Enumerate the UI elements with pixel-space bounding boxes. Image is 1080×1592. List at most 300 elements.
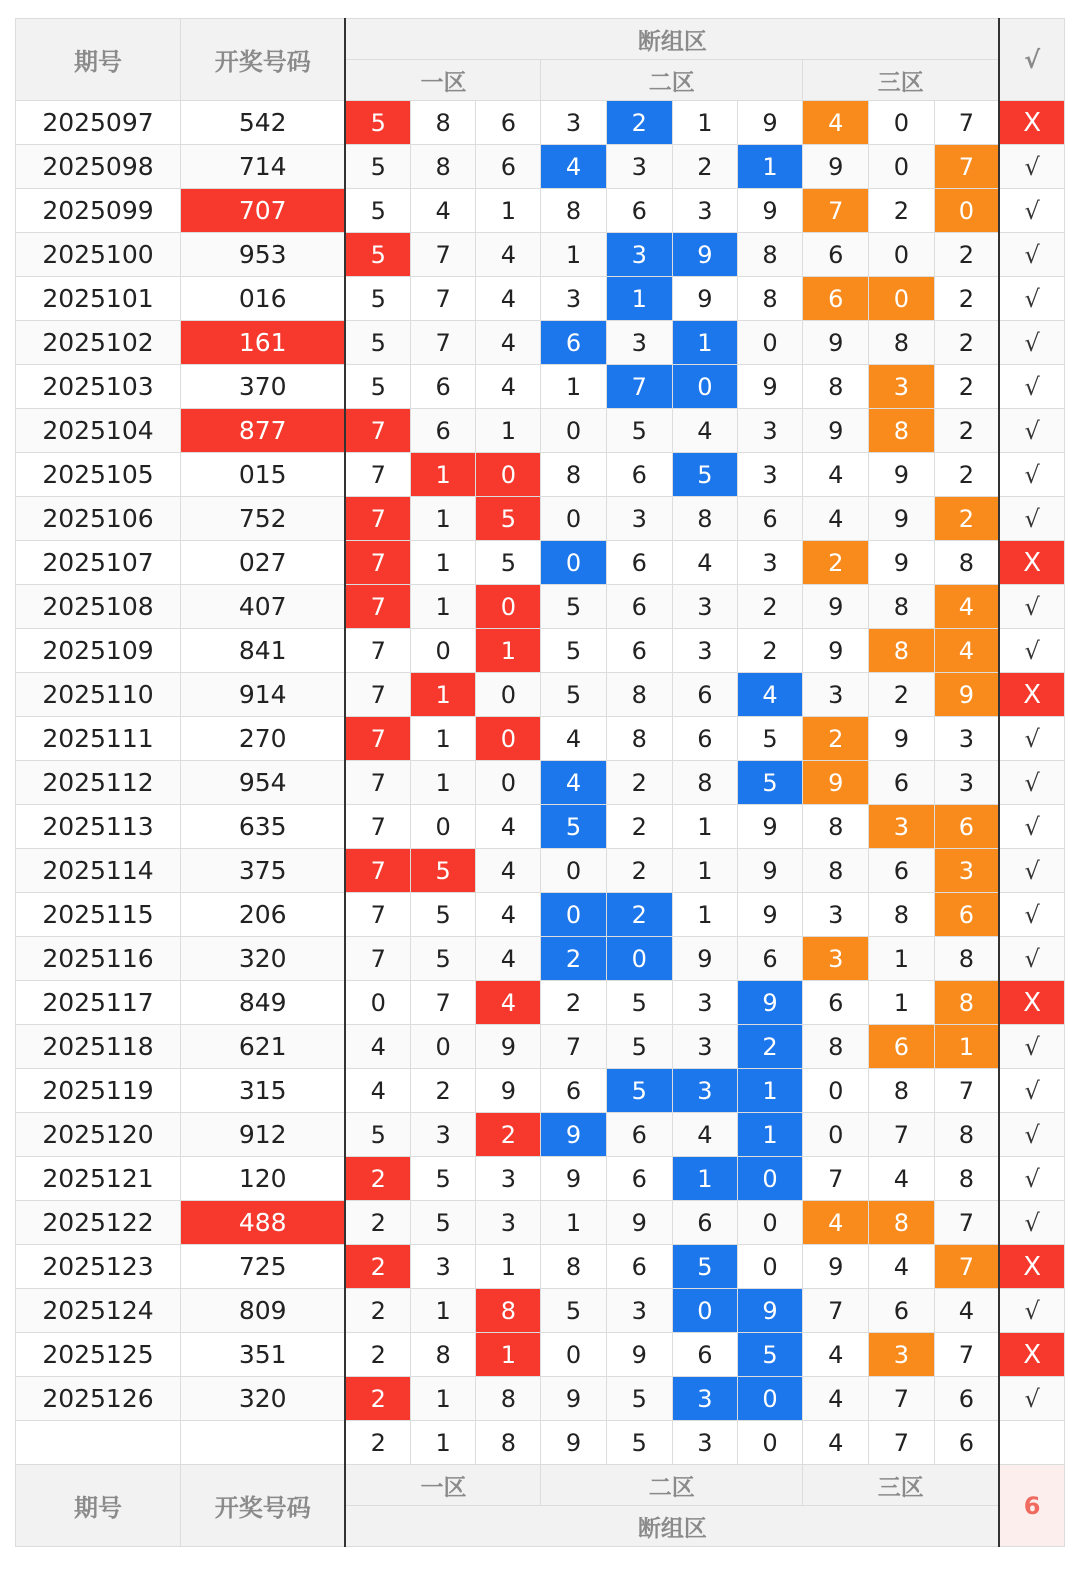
period-cell: 2025118 bbox=[16, 1025, 181, 1069]
digit-cell-zone3: 8 bbox=[869, 321, 934, 365]
digit-cell-zone2: 1 bbox=[737, 145, 802, 189]
digit-cell-zone3: 7 bbox=[869, 1113, 934, 1157]
digit-cell-zone3: 8 bbox=[869, 409, 934, 453]
period-cell: 2025110 bbox=[16, 673, 181, 717]
digit-cell-zone2: 0 bbox=[737, 321, 802, 365]
digit-cell-zone1: 1 bbox=[411, 1377, 476, 1421]
digit-cell-zone2: 5 bbox=[541, 1289, 606, 1333]
table-row bbox=[16, 1377, 1065, 1421]
digit-cell-zone2: 5 bbox=[606, 409, 672, 453]
digit-cell-zone3: 4 bbox=[934, 1289, 999, 1333]
digit-cell-zone2: 6 bbox=[541, 321, 606, 365]
digit-cell-zone2: 0 bbox=[672, 365, 737, 409]
digit-cell-zone2: 0 bbox=[672, 1289, 737, 1333]
result-cell: √ bbox=[999, 1069, 1064, 1113]
result-cell: √ bbox=[999, 277, 1064, 321]
next-period-cell bbox=[16, 1421, 181, 1465]
digit-cell-zone1: 1 bbox=[476, 1245, 541, 1289]
digit-cell-zone2: 5 bbox=[541, 629, 606, 673]
period-cell: 2025100 bbox=[16, 233, 181, 277]
next-digit-cell: 0 bbox=[737, 1421, 802, 1465]
lottery-table bbox=[15, 18, 1065, 1547]
table-row bbox=[16, 1289, 1065, 1333]
digit-cell-zone2: 6 bbox=[737, 497, 802, 541]
digit-cell-zone2: 3 bbox=[606, 321, 672, 365]
header-number: 开奖号码 bbox=[180, 19, 345, 101]
table-row bbox=[16, 761, 1065, 805]
digit-cell-zone2: 1 bbox=[672, 893, 737, 937]
digit-cell-zone2: 2 bbox=[606, 849, 672, 893]
digit-cell-zone1: 6 bbox=[476, 145, 541, 189]
result-cell: X bbox=[999, 673, 1064, 717]
digit-cell-zone2: 0 bbox=[737, 1201, 802, 1245]
result-cell: √ bbox=[999, 629, 1064, 673]
digit-cell-zone2: 5 bbox=[672, 453, 737, 497]
result-cell: √ bbox=[999, 409, 1064, 453]
draw-number-cell: 809 bbox=[180, 1289, 345, 1333]
table-row bbox=[16, 101, 1065, 145]
digit-cell-zone3: 6 bbox=[869, 1025, 934, 1069]
digit-cell-zone2: 9 bbox=[672, 937, 737, 981]
header-check: √ bbox=[999, 19, 1064, 101]
digit-cell-zone1: 7 bbox=[345, 717, 410, 761]
digit-cell-zone2: 2 bbox=[606, 761, 672, 805]
period-cell: 2025104 bbox=[16, 409, 181, 453]
digit-cell-zone2: 8 bbox=[672, 497, 737, 541]
digit-cell-zone2: 2 bbox=[737, 1025, 802, 1069]
result-cell: √ bbox=[999, 233, 1064, 277]
table-row bbox=[16, 1025, 1065, 1069]
digit-cell-zone2: 6 bbox=[672, 1201, 737, 1245]
digit-cell-zone2: 6 bbox=[672, 1333, 737, 1377]
draw-number-cell: 714 bbox=[180, 145, 345, 189]
period-cell: 2025123 bbox=[16, 1245, 181, 1289]
result-cell: √ bbox=[999, 1113, 1064, 1157]
digit-cell-zone3: 2 bbox=[934, 409, 999, 453]
digit-cell-zone2: 8 bbox=[672, 761, 737, 805]
table-body bbox=[16, 101, 1065, 1465]
digit-cell-zone3: 2 bbox=[934, 321, 999, 365]
digit-cell-zone1: 6 bbox=[411, 409, 476, 453]
digit-cell-zone2: 5 bbox=[541, 585, 606, 629]
digit-cell-zone2: 9 bbox=[737, 849, 802, 893]
digit-cell-zone1: 4 bbox=[476, 937, 541, 981]
digit-cell-zone3: 7 bbox=[934, 1069, 999, 1113]
digit-cell-zone3: 7 bbox=[803, 1157, 869, 1201]
digit-cell-zone2: 1 bbox=[541, 1201, 606, 1245]
period-cell: 2025097 bbox=[16, 101, 181, 145]
digit-cell-zone1: 8 bbox=[411, 145, 476, 189]
digit-cell-zone1: 5 bbox=[411, 1201, 476, 1245]
digit-cell-zone1: 9 bbox=[476, 1025, 541, 1069]
digit-cell-zone2: 3 bbox=[672, 1025, 737, 1069]
period-cell: 2025114 bbox=[16, 849, 181, 893]
digit-cell-zone3: 6 bbox=[803, 233, 869, 277]
digit-cell-zone3: 8 bbox=[803, 849, 869, 893]
draw-number-cell: 914 bbox=[180, 673, 345, 717]
digit-cell-zone2: 1 bbox=[672, 101, 737, 145]
result-cell: √ bbox=[999, 761, 1064, 805]
digit-cell-zone1: 8 bbox=[411, 1333, 476, 1377]
digit-cell-zone1: 0 bbox=[476, 585, 541, 629]
result-cell: √ bbox=[999, 453, 1064, 497]
draw-number-cell: 954 bbox=[180, 761, 345, 805]
table-row bbox=[16, 1069, 1065, 1113]
digit-cell-zone3: 7 bbox=[934, 145, 999, 189]
digit-cell-zone2: 5 bbox=[672, 1245, 737, 1289]
digit-cell-zone2: 6 bbox=[606, 1157, 672, 1201]
digit-cell-zone3: 8 bbox=[803, 365, 869, 409]
digit-cell-zone2: 6 bbox=[606, 585, 672, 629]
digit-cell-zone1: 4 bbox=[476, 849, 541, 893]
digit-cell-zone1: 7 bbox=[345, 541, 410, 585]
digit-cell-zone2: 9 bbox=[737, 365, 802, 409]
digit-cell-zone2: 2 bbox=[606, 101, 672, 145]
digit-cell-zone1: 6 bbox=[476, 101, 541, 145]
digit-cell-zone1: 9 bbox=[476, 1069, 541, 1113]
digit-cell-zone3: 4 bbox=[803, 1377, 869, 1421]
result-cell: √ bbox=[999, 1377, 1064, 1421]
period-cell: 2025119 bbox=[16, 1069, 181, 1113]
result-cell: √ bbox=[999, 1201, 1064, 1245]
digit-cell-zone1: 4 bbox=[476, 805, 541, 849]
digit-cell-zone2: 3 bbox=[672, 189, 737, 233]
digit-cell-zone1: 5 bbox=[345, 365, 410, 409]
digit-cell-zone1: 5 bbox=[411, 893, 476, 937]
digit-cell-zone2: 9 bbox=[541, 1157, 606, 1201]
draw-number-cell: 488 bbox=[180, 1201, 345, 1245]
digit-cell-zone2: 2 bbox=[606, 805, 672, 849]
digit-cell-zone1: 5 bbox=[345, 233, 410, 277]
digit-cell-zone3: 0 bbox=[869, 233, 934, 277]
digit-cell-zone2: 6 bbox=[541, 1069, 606, 1113]
digit-cell-zone3: 8 bbox=[803, 805, 869, 849]
table-row bbox=[16, 365, 1065, 409]
draw-number-cell: 841 bbox=[180, 629, 345, 673]
digit-cell-zone3: 6 bbox=[869, 1289, 934, 1333]
period-cell: 2025106 bbox=[16, 497, 181, 541]
result-cell: √ bbox=[999, 1157, 1064, 1201]
table-row bbox=[16, 629, 1065, 673]
digit-cell-zone1: 5 bbox=[345, 101, 410, 145]
digit-cell-zone2: 1 bbox=[672, 1157, 737, 1201]
digit-cell-zone3: 3 bbox=[803, 673, 869, 717]
digit-cell-zone1: 4 bbox=[476, 893, 541, 937]
digit-cell-zone1: 1 bbox=[411, 453, 476, 497]
digit-cell-zone3: 8 bbox=[934, 981, 999, 1025]
digit-cell-zone2: 0 bbox=[541, 893, 606, 937]
digit-cell-zone2: 8 bbox=[737, 277, 802, 321]
period-cell: 2025125 bbox=[16, 1333, 181, 1377]
digit-cell-zone2: 0 bbox=[737, 1245, 802, 1289]
digit-cell-zone3: 4 bbox=[803, 1333, 869, 1377]
digit-cell-zone1: 5 bbox=[345, 189, 410, 233]
period-cell: 2025124 bbox=[16, 1289, 181, 1333]
digit-cell-zone1: 7 bbox=[411, 981, 476, 1025]
digit-cell-zone2: 3 bbox=[737, 541, 802, 585]
digit-cell-zone3: 7 bbox=[869, 1377, 934, 1421]
digit-cell-zone1: 8 bbox=[411, 101, 476, 145]
digit-cell-zone1: 0 bbox=[411, 805, 476, 849]
result-cell: √ bbox=[999, 585, 1064, 629]
table-row bbox=[16, 1201, 1065, 1245]
period-cell: 2025105 bbox=[16, 453, 181, 497]
period-cell: 2025107 bbox=[16, 541, 181, 585]
result-cell: X bbox=[999, 1333, 1064, 1377]
draw-number-cell: 120 bbox=[180, 1157, 345, 1201]
digit-cell-zone1: 1 bbox=[476, 629, 541, 673]
digit-cell-zone2: 7 bbox=[541, 1025, 606, 1069]
period-cell: 2025121 bbox=[16, 1157, 181, 1201]
table-row bbox=[16, 1113, 1065, 1157]
digit-cell-zone2: 9 bbox=[541, 1377, 606, 1421]
digit-cell-zone1: 7 bbox=[345, 453, 410, 497]
digit-cell-zone2: 0 bbox=[541, 409, 606, 453]
digit-cell-zone2: 5 bbox=[606, 981, 672, 1025]
digit-cell-zone1: 2 bbox=[345, 1245, 410, 1289]
digit-cell-zone1: 7 bbox=[345, 585, 410, 629]
digit-cell-zone2: 1 bbox=[541, 233, 606, 277]
digit-cell-zone1: 7 bbox=[345, 893, 410, 937]
table-row bbox=[16, 1333, 1065, 1377]
result-cell: √ bbox=[999, 497, 1064, 541]
digit-cell-zone2: 2 bbox=[606, 893, 672, 937]
digit-cell-zone3: 9 bbox=[803, 145, 869, 189]
digit-cell-zone3: 9 bbox=[803, 321, 869, 365]
digit-cell-zone3: 8 bbox=[869, 1201, 934, 1245]
period-cell: 2025113 bbox=[16, 805, 181, 849]
draw-number-cell: 877 bbox=[180, 409, 345, 453]
digit-cell-zone2: 0 bbox=[541, 497, 606, 541]
table-row bbox=[16, 1245, 1065, 1289]
draw-number-cell: 206 bbox=[180, 893, 345, 937]
digit-cell-zone3: 4 bbox=[934, 585, 999, 629]
digit-cell-zone2: 4 bbox=[541, 717, 606, 761]
result-cell: √ bbox=[999, 189, 1064, 233]
digit-cell-zone3: 4 bbox=[803, 453, 869, 497]
digit-cell-zone2: 0 bbox=[606, 937, 672, 981]
digit-cell-zone1: 4 bbox=[476, 981, 541, 1025]
table-row bbox=[16, 277, 1065, 321]
digit-cell-zone1: 4 bbox=[476, 321, 541, 365]
footer-zone1: 一区 bbox=[345, 1465, 541, 1506]
result-cell: X bbox=[999, 101, 1064, 145]
digit-cell-zone2: 3 bbox=[606, 1289, 672, 1333]
digit-cell-zone3: 9 bbox=[869, 453, 934, 497]
table-row bbox=[16, 585, 1065, 629]
digit-cell-zone3: 4 bbox=[869, 1245, 934, 1289]
digit-cell-zone2: 3 bbox=[541, 101, 606, 145]
digit-cell-zone1: 1 bbox=[476, 1333, 541, 1377]
digit-cell-zone3: 2 bbox=[803, 717, 869, 761]
digit-cell-zone3: 8 bbox=[934, 541, 999, 585]
footer-zone3: 三区 bbox=[803, 1465, 1000, 1506]
draw-number-cell: 315 bbox=[180, 1069, 345, 1113]
draw-number-cell: 320 bbox=[180, 1377, 345, 1421]
table-row bbox=[16, 321, 1065, 365]
digit-cell-zone2: 2 bbox=[672, 145, 737, 189]
result-cell: √ bbox=[999, 1289, 1064, 1333]
digit-cell-zone3: 4 bbox=[934, 629, 999, 673]
digit-cell-zone3: 8 bbox=[934, 1113, 999, 1157]
footer-zone2: 二区 bbox=[541, 1465, 803, 1506]
table-row bbox=[16, 189, 1065, 233]
period-cell: 2025120 bbox=[16, 1113, 181, 1157]
digit-cell-zone1: 1 bbox=[411, 541, 476, 585]
digit-cell-zone1: 7 bbox=[345, 409, 410, 453]
digit-cell-zone1: 1 bbox=[476, 409, 541, 453]
result-cell: √ bbox=[999, 365, 1064, 409]
digit-cell-zone2: 3 bbox=[672, 629, 737, 673]
next-digit-cell: 3 bbox=[672, 1421, 737, 1465]
digit-cell-zone2: 6 bbox=[606, 541, 672, 585]
digit-cell-zone2: 9 bbox=[672, 277, 737, 321]
digit-cell-zone2: 1 bbox=[672, 321, 737, 365]
digit-cell-zone2: 5 bbox=[737, 1333, 802, 1377]
digit-cell-zone3: 3 bbox=[803, 893, 869, 937]
digit-cell-zone1: 2 bbox=[345, 1289, 410, 1333]
digit-cell-zone1: 1 bbox=[411, 585, 476, 629]
draw-number-cell: 635 bbox=[180, 805, 345, 849]
digit-cell-zone1: 4 bbox=[345, 1069, 410, 1113]
digit-cell-zone1: 2 bbox=[345, 1157, 410, 1201]
digit-cell-zone1: 5 bbox=[345, 321, 410, 365]
period-cell: 2025112 bbox=[16, 761, 181, 805]
digit-cell-zone2: 2 bbox=[737, 629, 802, 673]
digit-cell-zone1: 8 bbox=[476, 1377, 541, 1421]
next-number-cell bbox=[180, 1421, 345, 1465]
digit-cell-zone1: 1 bbox=[411, 497, 476, 541]
digit-cell-zone3: 7 bbox=[934, 1201, 999, 1245]
digit-cell-zone3: 2 bbox=[934, 365, 999, 409]
result-cell: √ bbox=[999, 805, 1064, 849]
digit-cell-zone2: 3 bbox=[672, 1377, 737, 1421]
digit-cell-zone1: 8 bbox=[476, 1289, 541, 1333]
digit-cell-zone2: 6 bbox=[606, 629, 672, 673]
digit-cell-zone2: 6 bbox=[737, 937, 802, 981]
digit-cell-zone1: 5 bbox=[476, 541, 541, 585]
draw-number-cell: 027 bbox=[180, 541, 345, 585]
digit-cell-zone1: 7 bbox=[411, 277, 476, 321]
table-row bbox=[16, 937, 1065, 981]
digit-cell-zone3: 8 bbox=[934, 937, 999, 981]
period-cell: 2025122 bbox=[16, 1201, 181, 1245]
digit-cell-zone1: 1 bbox=[411, 761, 476, 805]
digit-cell-zone2: 0 bbox=[737, 1377, 802, 1421]
digit-cell-zone1: 3 bbox=[411, 1245, 476, 1289]
digit-cell-zone3: 0 bbox=[934, 189, 999, 233]
digit-cell-zone2: 1 bbox=[672, 805, 737, 849]
digit-cell-zone2: 4 bbox=[737, 673, 802, 717]
digit-cell-zone2: 6 bbox=[606, 453, 672, 497]
footer-group-title: 断组区 bbox=[345, 1506, 999, 1547]
next-digit-cell: 8 bbox=[476, 1421, 541, 1465]
table-row bbox=[16, 409, 1065, 453]
draw-number-cell: 320 bbox=[180, 937, 345, 981]
digit-cell-zone2: 5 bbox=[606, 1377, 672, 1421]
digit-cell-zone3: 1 bbox=[869, 981, 934, 1025]
digit-cell-zone2: 8 bbox=[606, 717, 672, 761]
digit-cell-zone3: 9 bbox=[803, 409, 869, 453]
digit-cell-zone2: 0 bbox=[737, 1157, 802, 1201]
digit-cell-zone3: 0 bbox=[869, 145, 934, 189]
digit-cell-zone2: 0 bbox=[541, 849, 606, 893]
digit-cell-zone3: 3 bbox=[803, 937, 869, 981]
digit-cell-zone3: 8 bbox=[869, 585, 934, 629]
digit-cell-zone1: 5 bbox=[411, 849, 476, 893]
next-digit-cell: 9 bbox=[541, 1421, 606, 1465]
draw-number-cell: 542 bbox=[180, 101, 345, 145]
digit-cell-zone3: 9 bbox=[869, 717, 934, 761]
result-cell: √ bbox=[999, 1025, 1064, 1069]
digit-cell-zone2: 3 bbox=[737, 453, 802, 497]
digit-cell-zone1: 3 bbox=[476, 1157, 541, 1201]
digit-cell-zone1: 1 bbox=[411, 717, 476, 761]
digit-cell-zone2: 6 bbox=[606, 1113, 672, 1157]
digit-cell-zone2: 8 bbox=[541, 453, 606, 497]
digit-cell-zone2: 9 bbox=[606, 1201, 672, 1245]
digit-cell-zone1: 4 bbox=[476, 277, 541, 321]
digit-cell-zone3: 0 bbox=[869, 277, 934, 321]
table-row bbox=[16, 1157, 1065, 1201]
digit-cell-zone1: 5 bbox=[476, 497, 541, 541]
digit-cell-zone3: 3 bbox=[869, 365, 934, 409]
digit-cell-zone2: 2 bbox=[541, 937, 606, 981]
table-row bbox=[16, 717, 1065, 761]
next-digit-cell: 1 bbox=[411, 1421, 476, 1465]
digit-cell-zone1: 7 bbox=[411, 233, 476, 277]
digit-cell-zone2: 9 bbox=[737, 189, 802, 233]
table-row bbox=[16, 497, 1065, 541]
digit-cell-zone2: 4 bbox=[541, 761, 606, 805]
table-row bbox=[16, 849, 1065, 893]
digit-cell-zone2: 8 bbox=[541, 189, 606, 233]
footer-period: 期号 bbox=[16, 1465, 181, 1547]
digit-cell-zone1: 0 bbox=[411, 1025, 476, 1069]
digit-cell-zone3: 8 bbox=[869, 893, 934, 937]
digit-cell-zone3: 7 bbox=[934, 1333, 999, 1377]
digit-cell-zone3: 1 bbox=[869, 937, 934, 981]
digit-cell-zone2: 9 bbox=[737, 805, 802, 849]
digit-cell-zone2: 1 bbox=[606, 277, 672, 321]
digit-cell-zone1: 4 bbox=[476, 365, 541, 409]
period-cell: 2025099 bbox=[16, 189, 181, 233]
digit-cell-zone2: 5 bbox=[606, 1069, 672, 1113]
digit-cell-zone3: 6 bbox=[934, 893, 999, 937]
draw-number-cell: 849 bbox=[180, 981, 345, 1025]
digit-cell-zone1: 0 bbox=[476, 453, 541, 497]
table-row bbox=[16, 453, 1065, 497]
digit-cell-zone2: 4 bbox=[672, 409, 737, 453]
digit-cell-zone1: 5 bbox=[411, 937, 476, 981]
digit-cell-zone1: 4 bbox=[411, 189, 476, 233]
digit-cell-zone2: 6 bbox=[672, 673, 737, 717]
digit-cell-zone2: 5 bbox=[541, 673, 606, 717]
digit-cell-zone2: 9 bbox=[737, 1289, 802, 1333]
period-cell: 2025126 bbox=[16, 1377, 181, 1421]
digit-cell-zone3: 3 bbox=[869, 805, 934, 849]
digit-cell-zone3: 1 bbox=[934, 1025, 999, 1069]
digit-cell-zone2: 6 bbox=[606, 1245, 672, 1289]
digit-cell-zone2: 1 bbox=[737, 1069, 802, 1113]
result-cell: X bbox=[999, 541, 1064, 585]
next-digit-cell: 2 bbox=[345, 1421, 410, 1465]
digit-cell-zone2: 3 bbox=[672, 981, 737, 1025]
digit-cell-zone2: 2 bbox=[737, 585, 802, 629]
digit-cell-zone3: 7 bbox=[803, 189, 869, 233]
period-cell: 2025109 bbox=[16, 629, 181, 673]
digit-cell-zone1: 2 bbox=[345, 1377, 410, 1421]
